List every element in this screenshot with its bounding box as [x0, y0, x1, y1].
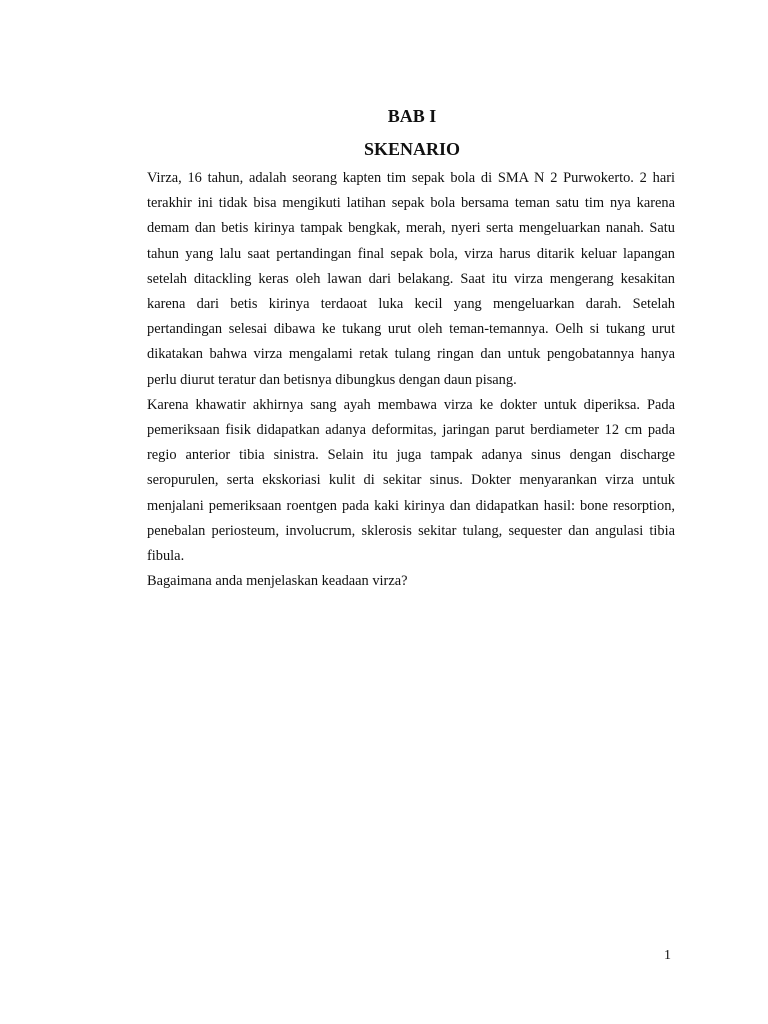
page-number: 1 — [664, 948, 671, 963]
chapter-label: BAB I — [387, 106, 437, 126]
paragraph-2: Karena khawatir akhirnya sang ayah membawa virza ke dokter untuk diperiksa. Pada pemeriksaan fisik didapatkan adanya deformitas, jaringan parut berdiameter 12 cm pada regio anterior tibia sinistra. Selain itu juga tampak adanya sinus dengan discharge seropurulen, serta ekskoriasi kulit di sekitar sinus. Dokter menyarankan virza untuk menjalani pemeriksaan roentgen pada kaki kirinya dan didapatkan hasil: bone resorption, penebalan periosteum, involucrum, sklerosis sekitar tulang, sequester dan angulasi tibia fibula. — [147, 396, 675, 565]
body-text — [147, 166, 675, 594]
paragraph-3: Bagaimana anda menjelaskan keadaan virza? — [147, 573, 408, 590]
paragraph-1: Virza, 16 tahun, adalah seorang kapten tim sepak bola di SMA N 2 Purwokerto. 2 hari terakhir ini tidak bisa mengikuti latihan sepak bola bersama teman satu tim nya karena demam dan betis kirinya tampak bengkak, merah, nyeri serta mengeluarkan nanah. Satu tahun yang lalu saat pertandingan final sepak bola, virza harus ditarik keluar lapangan setelah ditackling keras oleh lawan dari belakang. Saat itu virza mengerang kesakitan karena dari betis kirinya terdaoat luka kecil yang mengeluarkan darah. Setelah pertandingan selesai dibawa ke tukang urut oleh teman-temannya. Oelh si tukang urut dikatakan bahwa virza mengalami retak tulang ringan dan untuk pengobatannya hanya perlu diurut teratur dan betisnya dibungkus dengan daun pisang. — [147, 170, 675, 388]
chapter-title: SKENARIO — [363, 139, 461, 159]
